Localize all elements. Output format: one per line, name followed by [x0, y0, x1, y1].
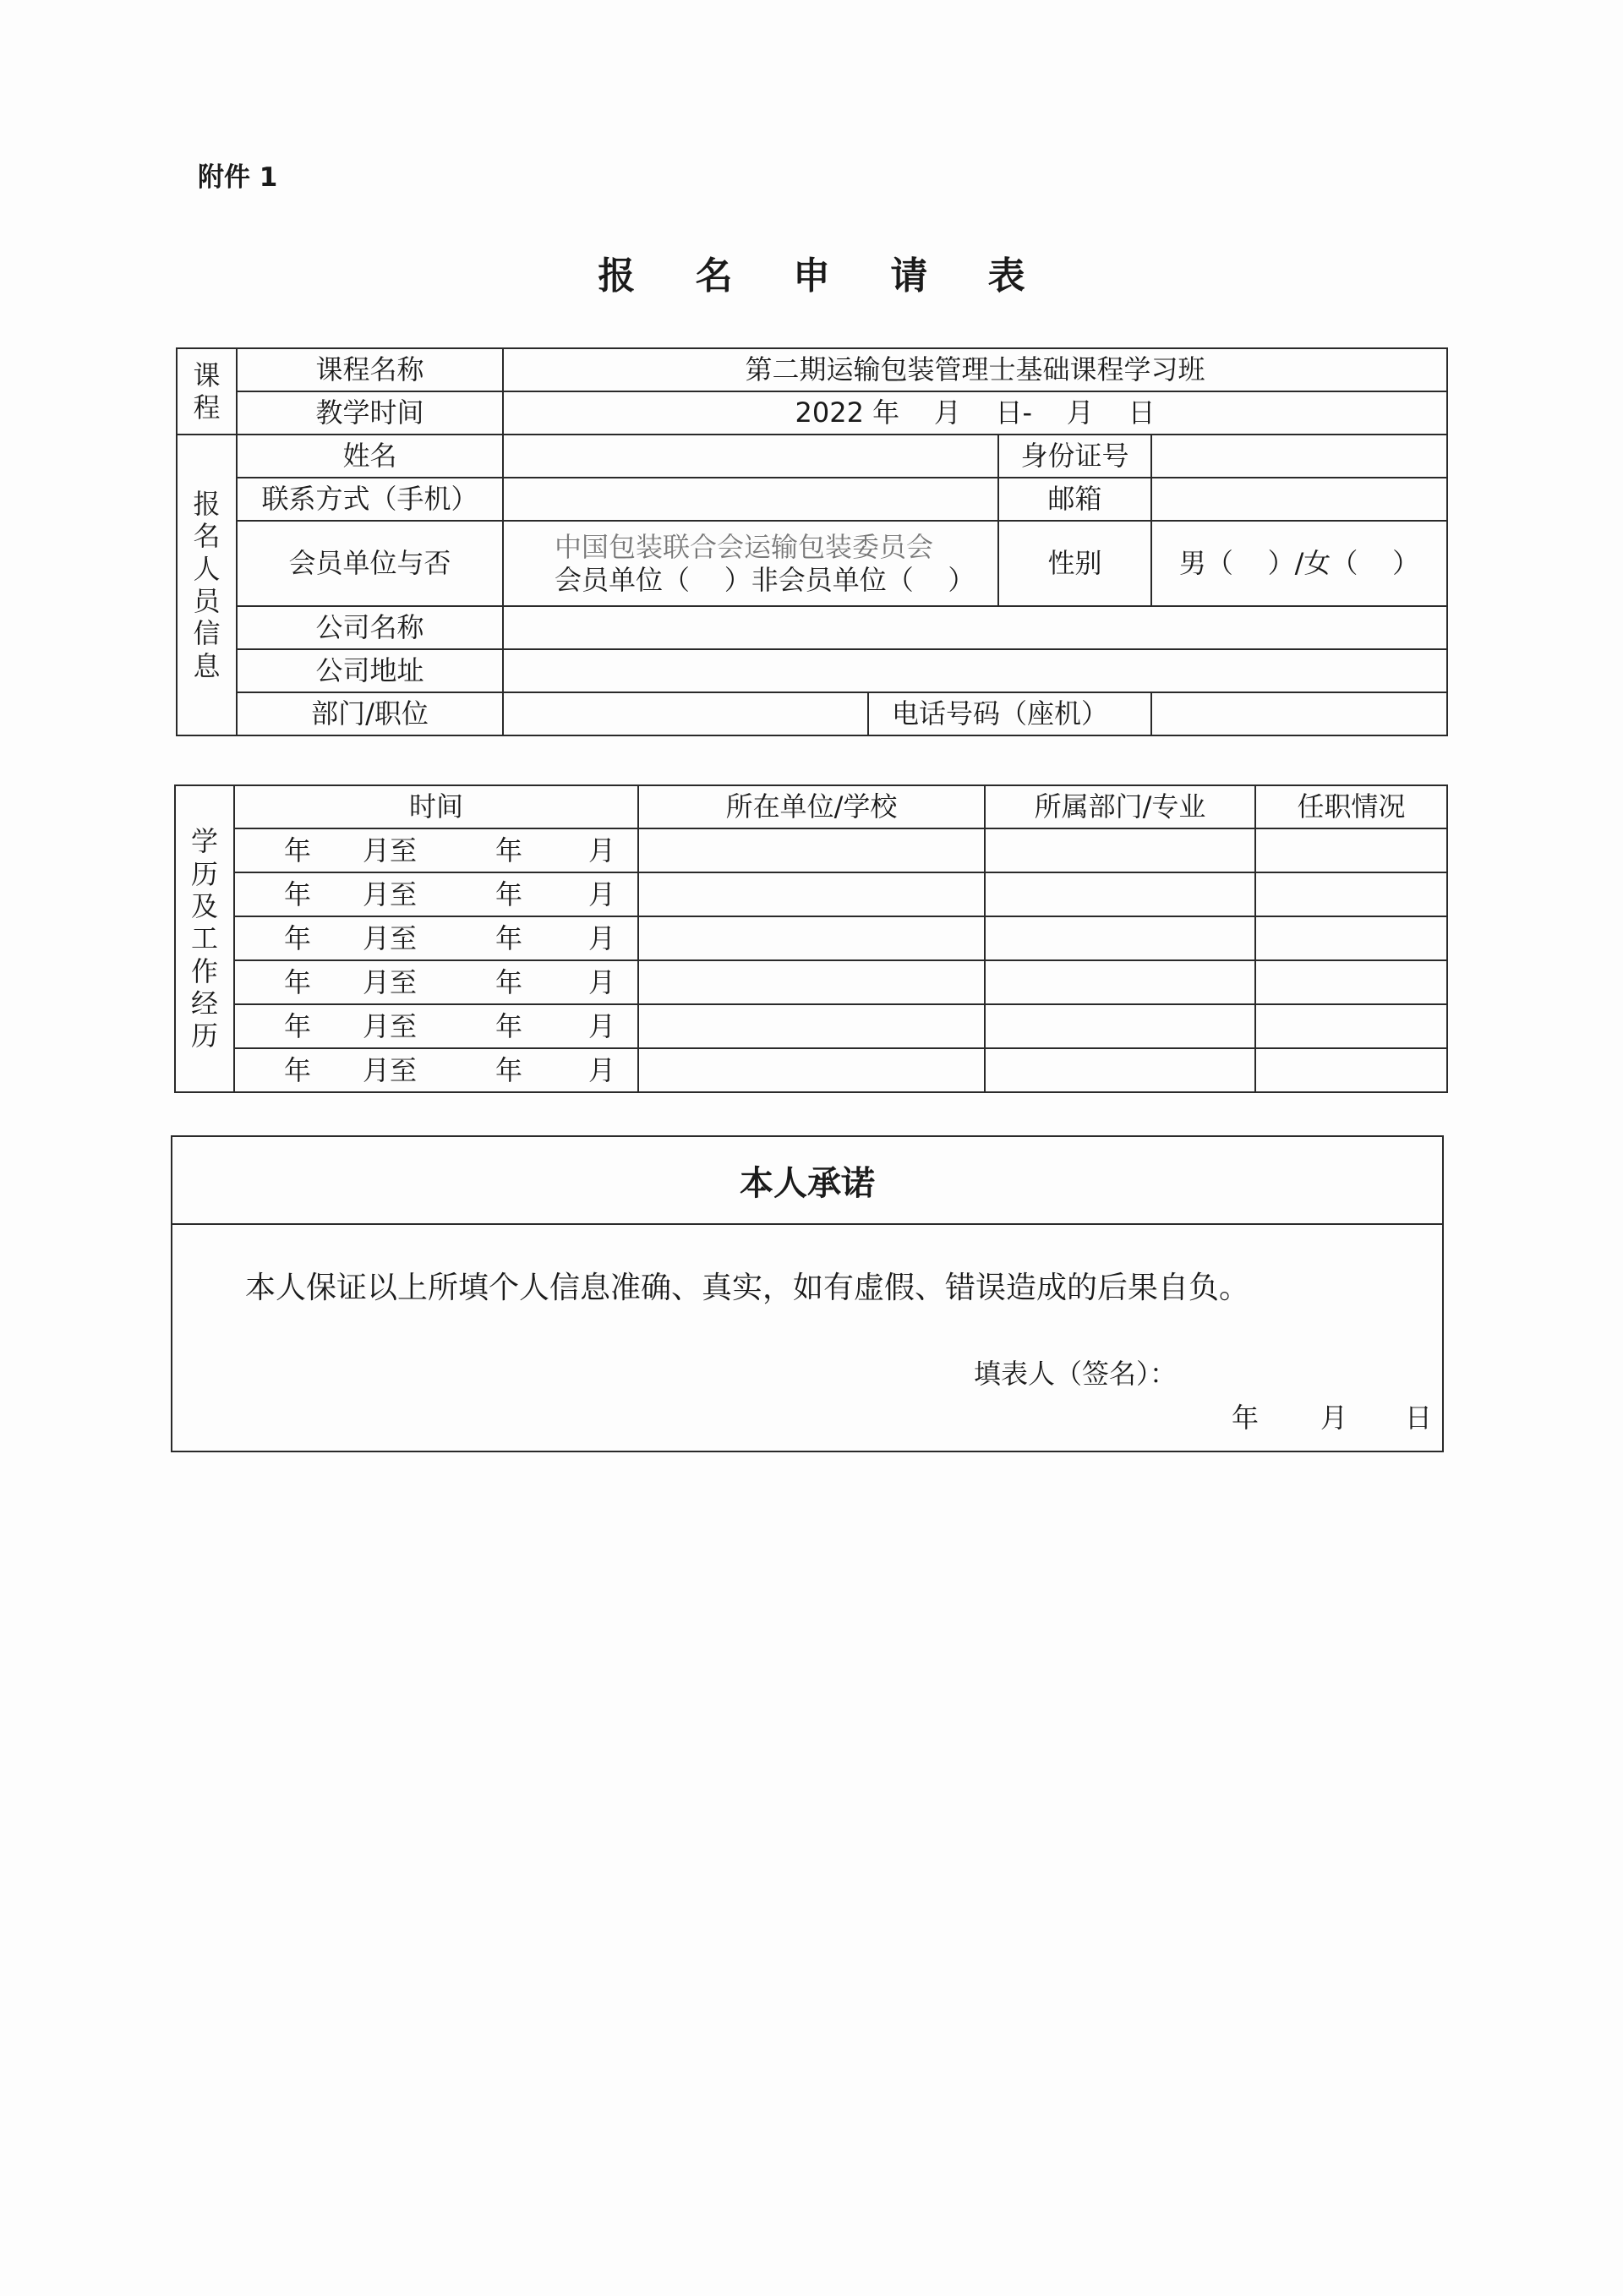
- history-department-cell[interactable]: [985, 916, 1255, 960]
- department-field[interactable]: [503, 692, 868, 735]
- member-options: 会员单位（ ）非会员单位（ ）: [555, 563, 975, 596]
- history-time-cell[interactable]: 年 月至 年 月: [234, 828, 638, 872]
- history-position-cell[interactable]: [1255, 1048, 1447, 1092]
- sign-date-day: 日: [1405, 1402, 1433, 1434]
- history-header-department: 所属部门/专业: [985, 785, 1255, 828]
- history-unit-cell[interactable]: [638, 960, 985, 1004]
- attachment-label: 附件 1: [198, 162, 278, 193]
- promise-title: 本人承诺: [172, 1137, 1442, 1225]
- history-position-cell[interactable]: [1255, 960, 1447, 1004]
- history-group-label: 学 历 及 工 作 经 历: [175, 785, 234, 1092]
- course-group-label: 课 程: [177, 348, 237, 435]
- history-header-time: 时间: [234, 785, 638, 828]
- table-row: [175, 916, 1447, 960]
- history-position-cell[interactable]: [1255, 828, 1447, 872]
- name-label: 姓名: [237, 435, 503, 478]
- history-time-cell[interactable]: 年 月至 年 月: [234, 916, 638, 960]
- signature-field[interactable]: [974, 1353, 1177, 1391]
- gender-label: 性别: [998, 521, 1151, 606]
- course-name-label: 课程名称: [237, 348, 503, 391]
- history-header-position: 任职情况: [1255, 785, 1447, 828]
- course-name-value: 第二期运输包装管理士基础课程学习班: [503, 348, 1447, 391]
- company-address-label: 公司地址: [237, 649, 503, 692]
- history-department-cell[interactable]: [985, 1004, 1255, 1048]
- company-name-field[interactable]: [503, 606, 1447, 649]
- history-table: [174, 784, 1448, 1093]
- teaching-time-label: 教学时间: [237, 391, 503, 435]
- applicant-group-label: 报 名 人 员 信 息: [177, 435, 237, 735]
- name-field[interactable]: [503, 435, 998, 478]
- history-position-cell[interactable]: [1255, 916, 1447, 960]
- history-department-cell[interactable]: [985, 1048, 1255, 1092]
- history-department-cell[interactable]: [985, 828, 1255, 872]
- table-row: [175, 960, 1447, 1004]
- company-address-field[interactable]: [503, 649, 1447, 692]
- company-name-label: 公司名称: [237, 606, 503, 649]
- table-row: [175, 828, 1447, 872]
- history-time-cell[interactable]: 年 月至 年 月: [234, 872, 638, 916]
- teaching-time-value[interactable]: 2022 年 月 日- 月 日: [503, 391, 1447, 435]
- history-time-cell[interactable]: 年 月至 年 月: [234, 1004, 638, 1048]
- applicant-info-table: [176, 347, 1448, 736]
- history-header-unit: 所在单位/学校: [638, 785, 985, 828]
- member-org-name: 中国包装联合会运输包装委员会: [555, 531, 934, 564]
- promise-statement: 本人保证以上所填个人信息准确、真实，如有虚假、错误造成的后果自负。: [245, 1271, 1250, 1305]
- sign-date-year: 年: [1232, 1402, 1260, 1434]
- history-time-cell[interactable]: 年 月至 年 月: [234, 1048, 638, 1092]
- history-time-cell[interactable]: 年 月至 年 月: [234, 960, 638, 1004]
- table-row: [175, 1004, 1447, 1048]
- sign-date[interactable]: [1232, 1397, 1456, 1435]
- email-field[interactable]: [1151, 478, 1447, 521]
- landline-field[interactable]: [1151, 692, 1447, 735]
- sign-date-month: 月: [1320, 1402, 1348, 1434]
- history-unit-cell[interactable]: [638, 916, 985, 960]
- history-position-cell[interactable]: [1255, 1004, 1447, 1048]
- id-number-label: 身份证号: [998, 435, 1151, 478]
- email-label: 邮箱: [998, 478, 1151, 521]
- member-choice[interactable]: [503, 521, 998, 606]
- table-row: [175, 1048, 1447, 1092]
- landline-label: 电话号码（座机）: [868, 692, 1151, 735]
- history-unit-cell[interactable]: [638, 1048, 985, 1092]
- history-department-cell[interactable]: [985, 872, 1255, 916]
- history-unit-cell[interactable]: [638, 872, 985, 916]
- page-title: 报 名 申 请 表: [598, 254, 1049, 298]
- member-label: 会员单位与否: [237, 521, 503, 606]
- phone-field[interactable]: [503, 478, 998, 521]
- department-label: 部门/职位: [237, 692, 503, 735]
- id-number-field[interactable]: [1151, 435, 1447, 478]
- history-unit-cell[interactable]: [638, 828, 985, 872]
- signature-label: 填表人（签名）：: [974, 1358, 1178, 1390]
- phone-label: 联系方式（手机）: [237, 478, 503, 521]
- promise-box: [171, 1135, 1444, 1452]
- table-row: [175, 872, 1447, 916]
- gender-choice[interactable]: 男（ ）/女（ ）: [1151, 521, 1447, 606]
- history-unit-cell[interactable]: [638, 1004, 985, 1048]
- history-position-cell[interactable]: [1255, 872, 1447, 916]
- history-department-cell[interactable]: [985, 960, 1255, 1004]
